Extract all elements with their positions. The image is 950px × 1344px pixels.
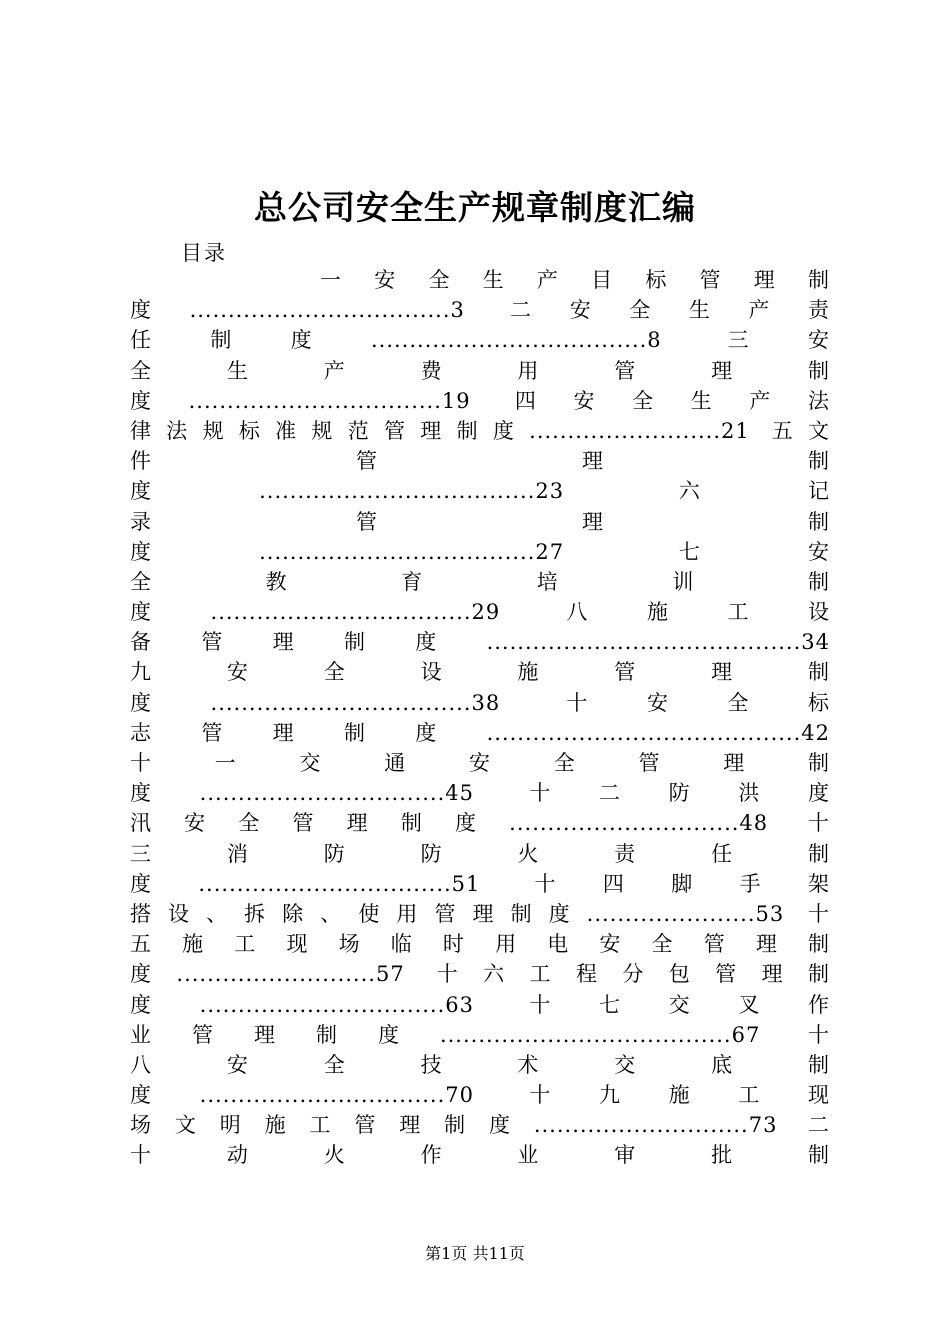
toc-line: 度................................45 十二防洪度 [130,781,830,806]
document-title: 总公司安全生产规章制度汇编 [254,188,696,227]
toc-line: 录 管 理 制 [130,509,830,534]
toc-line: 十 动 火 作 业 审 批 制 [130,1143,830,1168]
toc-line: 度..................................3 二安全生产责 [130,298,830,323]
toc-line: 度..................................38 十安全标 [130,690,830,715]
toc-line: 度................................63 十七交叉作 [130,992,830,1017]
toc-line: 度..........................57 十六工程分包管理制 [130,962,830,987]
toc-line: 十 一 交 通 安 全 管 理 制 [130,751,830,775]
toc-line: 汛安全管理制度..............................48 十 [130,811,830,836]
page-footer: 第1页 共11页 [425,1244,525,1263]
toc-line: 全 生 产 费 用 管 理 制 [130,358,830,383]
toc-line: 度.................................19 四安全生产法 [130,388,830,413]
toc-line: 件 管 理 制 [130,449,830,474]
toc-line: 九 安 全 设 施 管 理 制 [130,660,830,685]
toc-line: 律法规标准规范管理制度.........................21 五文 [130,418,830,443]
toc-line: 全 教 育 培 训 制 [130,569,830,594]
toc-line: 度..................................29 八施工设 [130,600,830,625]
toc-line: 场文明施工管理制度............................73 二 [130,1113,830,1138]
toc-line: 五 施 工 现 场 临 时 用 电 安 全 管 理 制 [130,932,830,957]
toc-line: 度.................................51 十四脚手架 [130,871,830,896]
toc-line: 度................................70 十九施工现 [130,1083,830,1108]
toc-line: 度....................................27 七安 [130,539,830,564]
toc-line: 八 安 全 技 术 交 底 制 [130,1052,830,1077]
toc-line: 度....................................23 六记 [130,479,830,504]
toc-line: 搭设、拆除、使用管理制度......................53 十 [130,901,830,926]
toc-heading: 目录 [181,241,227,265]
table-of-contents [130,265,830,1171]
toc-line: 一 安 全 生 产 目 标 管 理 制 [320,268,830,292]
toc-line: 任制度....................................8 三安 [130,328,830,353]
toc-line: 业管理制度......................................67 十 [130,1022,830,1047]
toc-line: 备管理制度.........................................34 [130,630,830,655]
toc-line: 三 消 防 防 火 责 任 制 [130,841,830,866]
toc-line: 志管理制度.........................................42 [130,720,830,745]
